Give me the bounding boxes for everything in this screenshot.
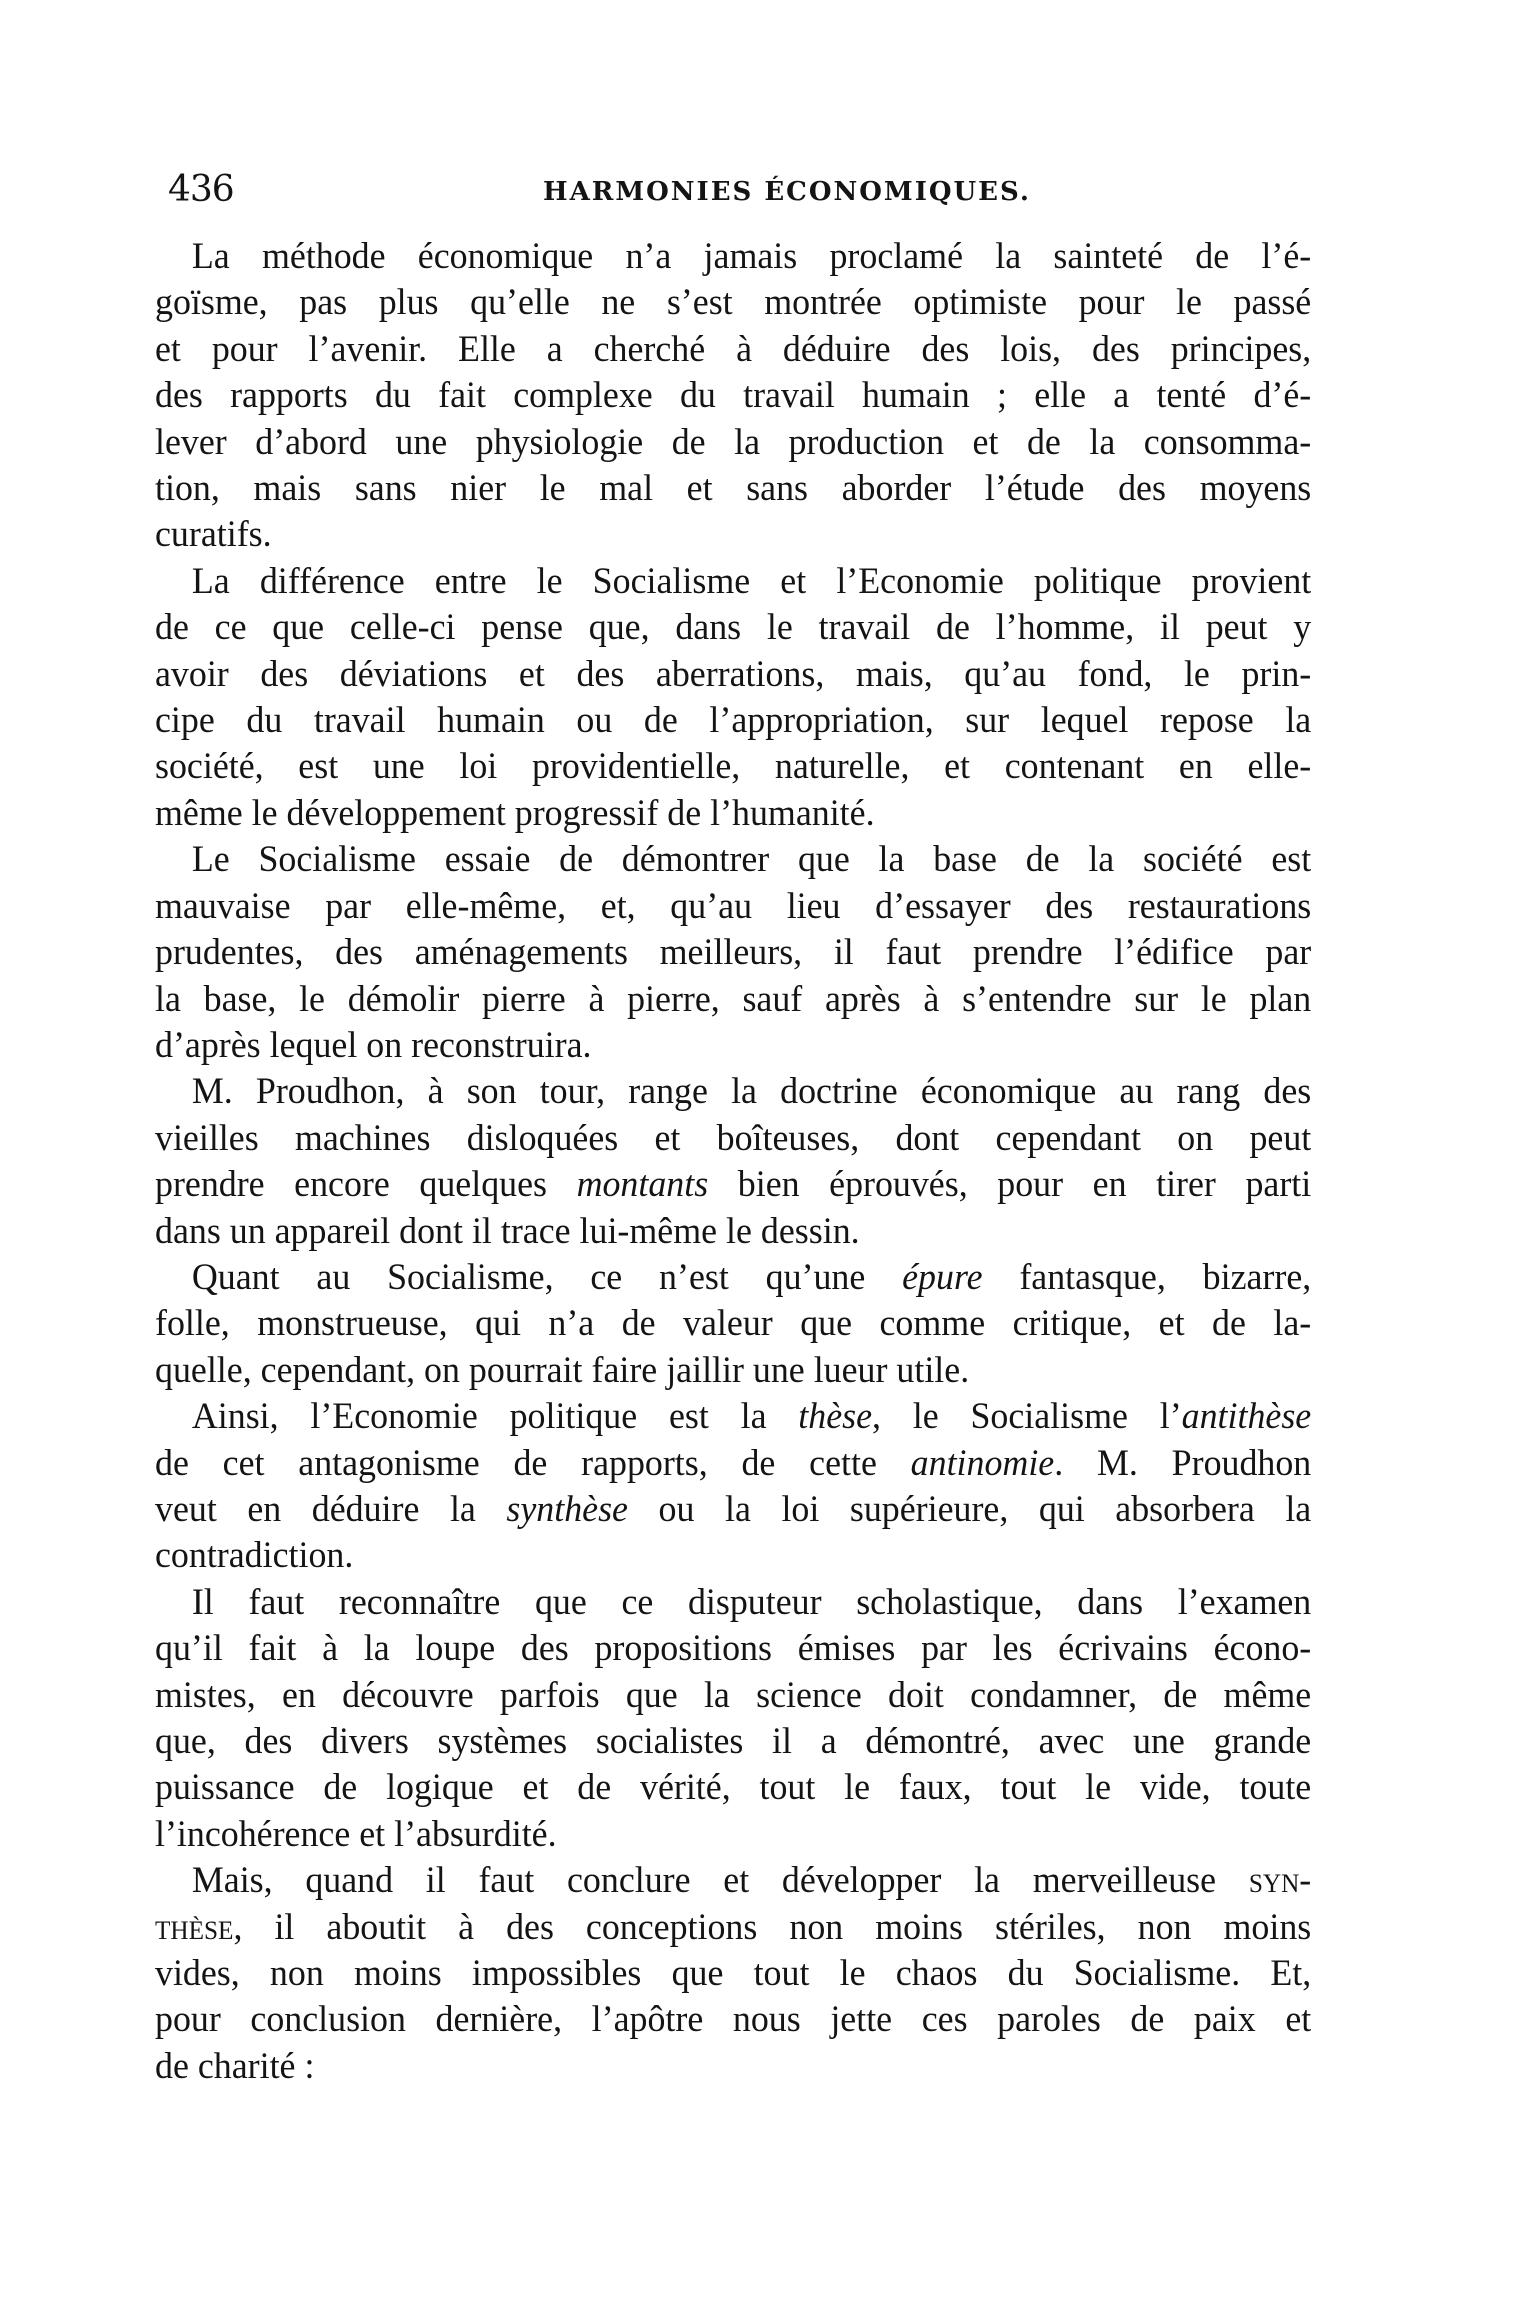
running-title: HARMONIES ÉCONOMIQUES. — [543, 177, 1031, 207]
text-line: folle, monstrueuse, qui n’a de valeur que comme critique, et de la- — [155, 1303, 1312, 1345]
text-line: pour conclusion dernière, l’apôtre nous jette ces paroles de paix et — [155, 1999, 1312, 2041]
emphasis: antithèse — [1181, 1396, 1312, 1438]
text-line: goïsme, pas plus qu’elle ne s’est montrée optimiste pour le passé — [155, 282, 1312, 324]
text-line: puissance de logique et de vérité, tout le faux, tout le vide, toute — [155, 1767, 1312, 1809]
text-line: mistes, en découvre parfois que la science doit condamner, de même — [155, 1674, 1312, 1716]
paragraph — [155, 234, 1311, 559]
text-line: Le Socialisme essaie de démontrer que la base de la société est — [191, 839, 1312, 881]
text-line: vieilles machines disloquées et boîteuses, dont cependant on peut — [155, 1117, 1312, 1159]
text-line: mauvaise par elle-même, et, qu’au lieu d’essayer des restaurations — [155, 885, 1312, 927]
running-head — [168, 168, 1348, 212]
small-caps: thèse — [155, 1906, 234, 1948]
text-line: lever d’abord une physiologie de la production et de la consomma- — [155, 421, 1312, 463]
text-line: société, est une loi providentielle, naturelle, et contenant en elle- — [155, 746, 1312, 788]
text-line: qu’il fait à la loupe des propositions émises par les écrivains écono- — [155, 1628, 1312, 1670]
text-line: M. Proudhon, à son tour, range la doctrine économique au rang des — [191, 1071, 1312, 1113]
text-line: que, des divers systèmes socialistes il a démontré, avec une grande — [155, 1721, 1312, 1762]
paragraph — [155, 1858, 1311, 2090]
text-line: de charité : — [155, 2045, 315, 2087]
text-line: La méthode économique n’a jamais proclamé la sainteté de l’é- — [191, 236, 1312, 277]
body-text — [155, 234, 1311, 2090]
text-line: tion, mais sans nier le mal et sans aborder l’étude des moyens — [155, 468, 1312, 510]
text-line: veut en déduire la synthèse ou la loi supérieure, qui absorbera la — [155, 1488, 1312, 1530]
text-line: et pour l’avenir. Elle a cherché à déduire des lois, des principes, — [155, 328, 1312, 370]
text-line: cipe du travail humain ou de l’appropriation, sur lequel repose la — [155, 700, 1312, 742]
text-line: l’incohérence et l’absurdité. — [155, 1813, 557, 1855]
text-line: de ce que celle-ci pense que, dans le travail de l’homme, il peut y — [155, 607, 1312, 649]
text-line: Ainsi, l’Economie politique est la thèse, le Socialisme l’antithèse — [191, 1396, 1312, 1438]
paragraph — [155, 1255, 1311, 1394]
text-line: d’après lequel on reconstruira. — [155, 1024, 592, 1066]
text-line: prendre encore quelques montants bien éprouvés, pour en tirer parti — [155, 1164, 1312, 1206]
emphasis: épure — [902, 1256, 983, 1298]
text-line: même le développement progressif de l’humanité. — [155, 792, 875, 834]
text-line: La différence entre le Socialisme et l’Economie politique provient — [191, 560, 1312, 602]
text-line: thèse, il aboutit à des conceptions non moins stériles, non moins — [155, 1906, 1312, 1948]
emphasis: montants — [576, 1164, 709, 1206]
paragraph — [155, 837, 1311, 1069]
text-line: des rapports du fait complexe du travail humain ; elle a tenté d’é- — [155, 375, 1312, 417]
text-line: la base, le démolir pierre à pierre, sauf après à s’entendre sur le plan — [155, 978, 1312, 1020]
text-line: Mais, quand il faut conclure et développer la merveilleuse syn- — [191, 1860, 1312, 1902]
paragraph — [155, 1580, 1311, 1858]
paragraph — [155, 559, 1311, 837]
paragraph — [155, 1394, 1311, 1580]
text-line: contradiction. — [155, 1535, 354, 1577]
paragraph — [155, 1069, 1311, 1255]
small-caps: syn- — [1248, 1860, 1312, 1902]
text-line: dans un appareil dont il trace lui-même le dessin. — [155, 1210, 860, 1252]
text-line: curatifs. — [155, 514, 272, 556]
emphasis: synthèse — [506, 1488, 628, 1530]
text-line: prudentes, des aménagements meilleurs, il faut prendre l’édifice par — [155, 932, 1312, 974]
text-line: de cet antagonisme de rapports, de cette antinomie. M. Proudhon — [155, 1442, 1312, 1484]
page-number: 436 — [168, 169, 234, 210]
text-line: vides, non moins impossibles que tout le chaos du Socialisme. Et, — [155, 1953, 1312, 1995]
emphasis: thèse — [798, 1396, 873, 1438]
text-line: Quant au Socialisme, ce n’est qu’une épure fantasque, bizarre, — [191, 1256, 1312, 1298]
text-line: quelle, cependant, on pourrait faire jaillir une lueur utile. — [155, 1349, 970, 1391]
text-line: Il faut reconnaître que ce disputeur scholastique, dans l’examen — [191, 1581, 1312, 1623]
emphasis: antinomie — [910, 1442, 1055, 1484]
text-line: avoir des déviations et des aberrations, mais, qu’au fond, le prin- — [155, 653, 1312, 695]
